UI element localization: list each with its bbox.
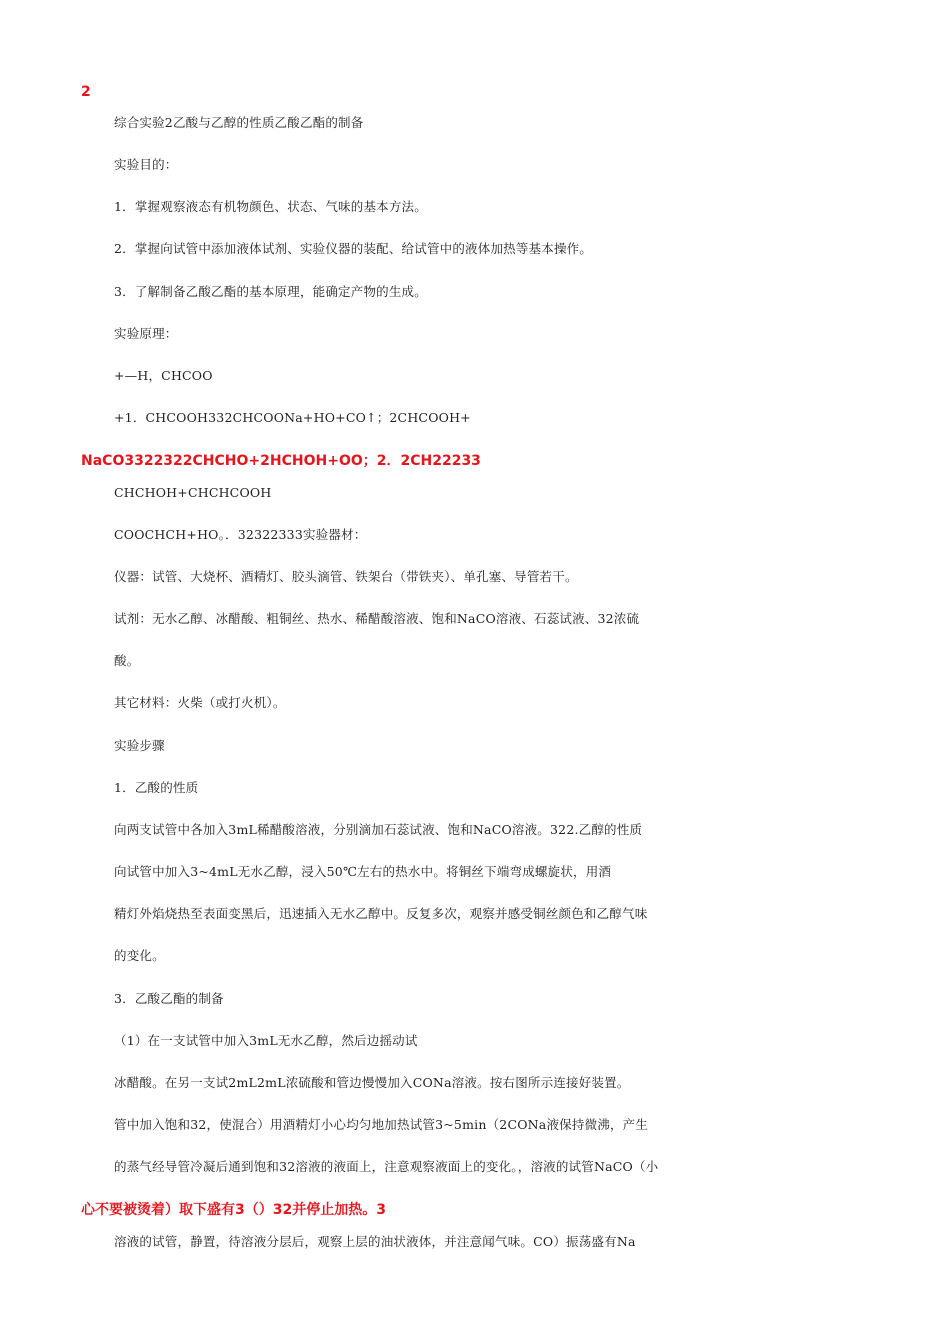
other-materials-line: 其它材料：火柴（或打火机）。 (114, 695, 286, 710)
heading-number: 2 (81, 84, 91, 100)
formula-line-4: COOCHCH+HO。．32322333实验器材： (114, 527, 367, 542)
formula-highlight-red: NaCO3322322CHCHO+2HCHOH+OO；2．2CH22233 (81, 453, 481, 469)
formula-line-2: +1．CHCOOH332CHCOONa+HO+CO↑；2CHCOOH+ (114, 410, 471, 425)
step-1-text: 向两支试管中各加入3mL稀醋酸溶液，分别滴加石蕊试液、饱和NaCO溶液。322.乙醇的性质 (114, 822, 643, 837)
reagents-line: 试剂：无水乙醇、冰醋酸、粗铜丝、热水、稀醋酸溶液、饱和NaCO溶液、石蕊试液、32浓硫 (114, 611, 640, 626)
step-3-text-1: 冰醋酸。在另一支试2mL2mL浓硫酸和管边慢慢加入CONa溶液。按右图所示连接好装置。 (114, 1075, 630, 1090)
step-1-heading: 1．乙酸的性质 (114, 780, 199, 795)
objective-2: 2．掌握向试管中添加液体试剂、实验仪器的装配、给试管中的液体加热等基本操作。 (114, 241, 593, 256)
step-3-heading: 3．乙酸乙酯的制备 (114, 991, 224, 1006)
step-3-text-3: 的蒸气经导管冷凝后通到饱和32溶液的液面上，注意观察液面上的变化。，溶液的试管NaCO（小 (114, 1159, 659, 1174)
formula-line-1: +—H，CHCOO (114, 368, 213, 383)
section-heading-steps: 实验步骤 (114, 738, 165, 753)
step-3-sub-1: （1）在一支试管中加入3mL无水乙醇，然后边摇动试 (114, 1033, 418, 1048)
objective-3: 3．了解制备乙酸乙酯的基本原理，能确定产物的生成。 (114, 284, 427, 299)
reagents-line-cont: 酸。 (114, 653, 140, 668)
step-2-text-end: 的变化。 (114, 948, 165, 963)
step-2-text: 向试管中加入3~4mL无水乙醇，浸入50℃左右的热水中。将铜丝下端弯成螺旋状，用酒 (114, 864, 612, 879)
step-3-text-4: 溶液的试管，静置，待溶液分层后，观察上层的油状液体，并注意闻气味。CO）振荡盛有Na (114, 1234, 636, 1249)
instruments-line: 仪器：试管、大烧杯、酒精灯、胶头滴管、铁架台（带铁夹）、单孔塞、导管若干。 (114, 569, 578, 584)
step-3-text-2: 管中加入饱和32，使混合）用酒精灯小心均匀地加热试管3~5min（2CONa液保持微沸，产生 (114, 1117, 649, 1132)
formula-line-3: CHCHOH+CHCHCOOH (114, 485, 272, 500)
step-2-text-cont: 精灯外焰烧热至表面变黑后，迅速插入无水乙醇中。反复多次，观察并感受铜丝颜色和乙醇气味 (114, 906, 648, 921)
caution-highlight-red: 心不要被烫着）取下盛有3（）32并停止加热。3 (81, 1202, 386, 1218)
section-heading-objectives: 实验目的： (114, 157, 178, 172)
objective-1: 1．掌握观察液态有机物颜色、状态、气味的基本方法。 (114, 199, 427, 214)
doc-title: 综合实验2乙酸与乙醇的性质乙酸乙酯的制备 (114, 115, 364, 130)
section-heading-principle: 实验原理： (114, 326, 178, 341)
